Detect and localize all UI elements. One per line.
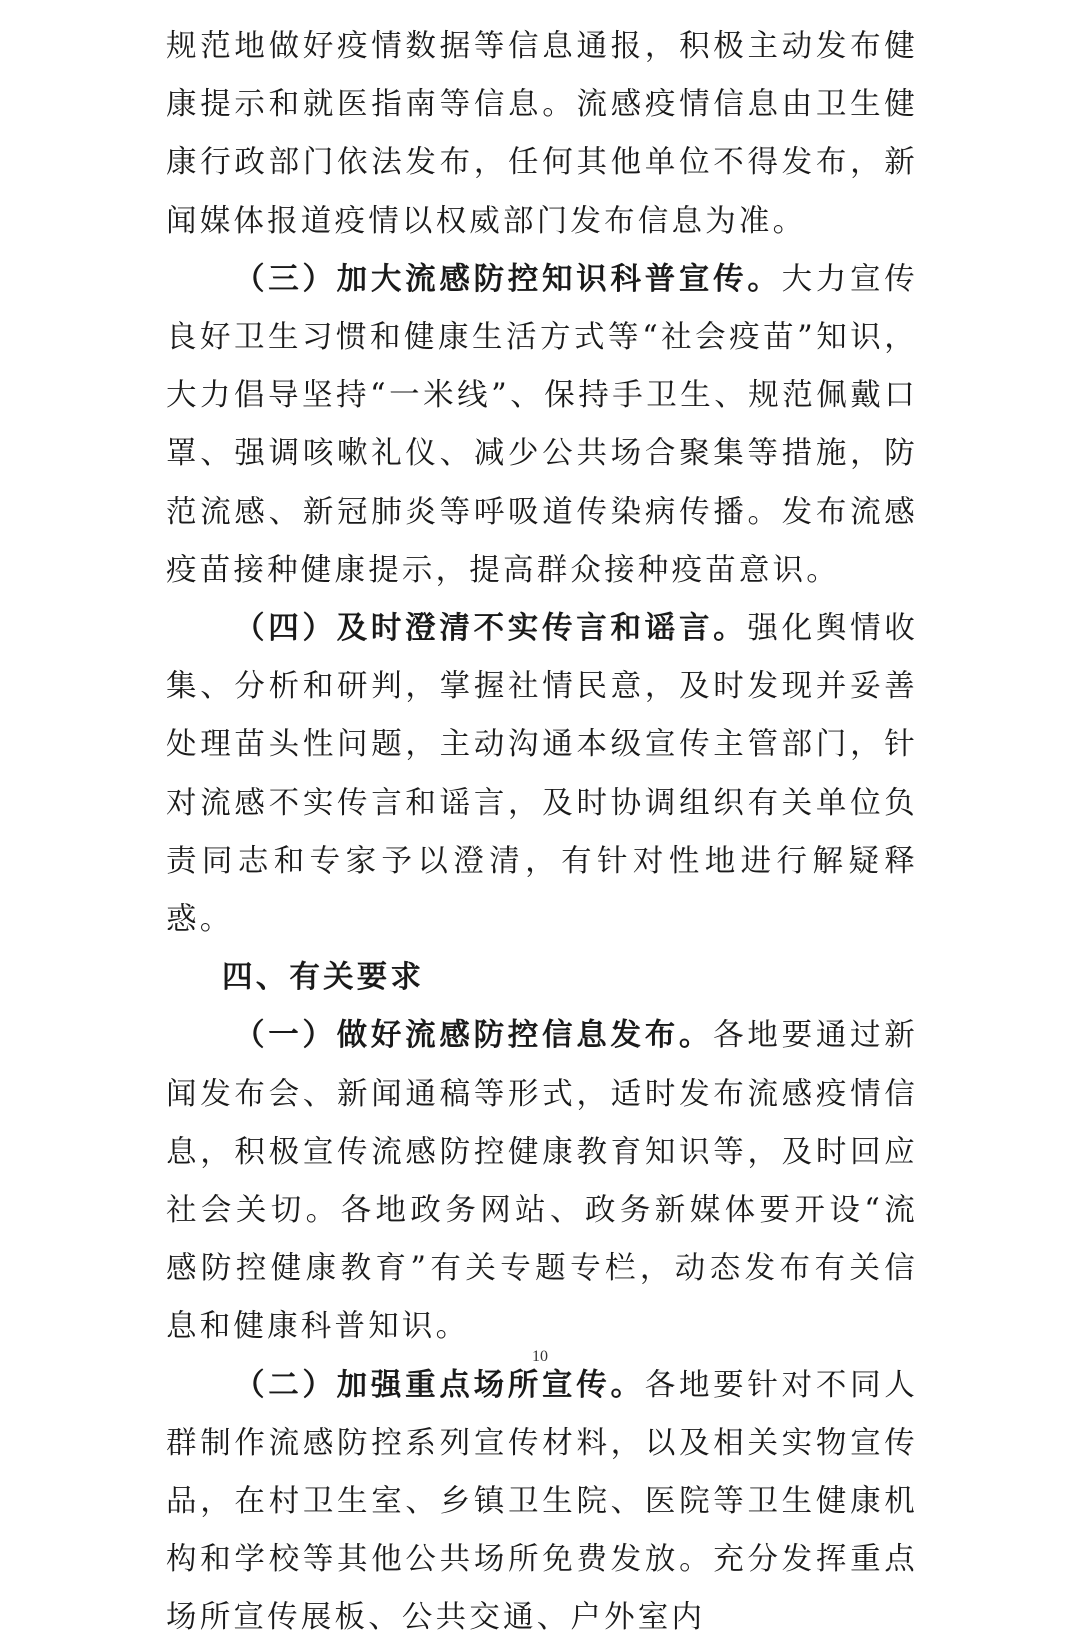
document-body: [166, 18, 918, 1648]
requirement-one: [166, 1007, 918, 1356]
requirement-one-body: 各地要通过新闻发布会、新闻通稿等形式，适时发布流感疫情信息，积极宣传流感防控健康教育知识等，及时回应社会关切。各地政务网站、政务新媒体要开设“流感防控健康教育”有关专题专栏，动态发布有关信息和健康科普知识。: [166, 1018, 918, 1345]
paragraph-four-body: 强化舆情收集、分析和研判，掌握社情民意，及时发现并妥善处理苗头性问题，主动沟通本级宣传主管部门，针对流感不实传言和谣言，及时协调组织有关单位负责同志和专家予以澄清，有针对性地进行解疑释惑。: [166, 611, 919, 938]
paragraph-four-lead: （四）及时澄清不实传言和谣言。: [234, 611, 748, 647]
requirement-two: [166, 1357, 918, 1648]
requirement-two-body: 各地要针对不同人群制作流感防控系列宣传材料，以及相关实物宣传品，在村卫生室、乡镇卫生院、医院等卫生健康机构和学校等其他公共场所免费发放。充分发挥重点场所宣传展板、公共交通、户外室内: [166, 1367, 918, 1636]
requirement-two-lead: （二）加强重点场所宣传。: [234, 1367, 645, 1403]
requirement-one-lead: （一）做好流感防控信息发布。: [234, 1018, 714, 1054]
paragraph-three-lead: （三）加大流感防控知识科普宣传。: [234, 261, 782, 297]
section-heading: 四、有关要求: [222, 960, 425, 996]
page-number: 10: [532, 1348, 548, 1365]
paragraph-three: [166, 251, 918, 600]
paragraph-four: [166, 600, 918, 949]
continuation-paragraph: 规范地做好疫情数据等信息通报，积极主动发布健康提示和就医指南等信息。流感疫情信息由卫生健康行政部门依法发布，任何其他单位不得发布，新闻媒体报道疫情以权威部门发布信息为准。: [166, 29, 918, 239]
paragraph-three-body: 大力宣传良好卫生习惯和健康生活方式等“社会疫苗”知识，大力倡导坚持“一米线”、保持手卫生、规范佩戴口罩、强调咳嗽礼仪、减少公共场合聚集等措施，防范流感、新冠肺炎等呼吸道传染病传播。发布流感疫苗接种健康提示，提高群众接种疫苗意识。: [166, 261, 918, 588]
